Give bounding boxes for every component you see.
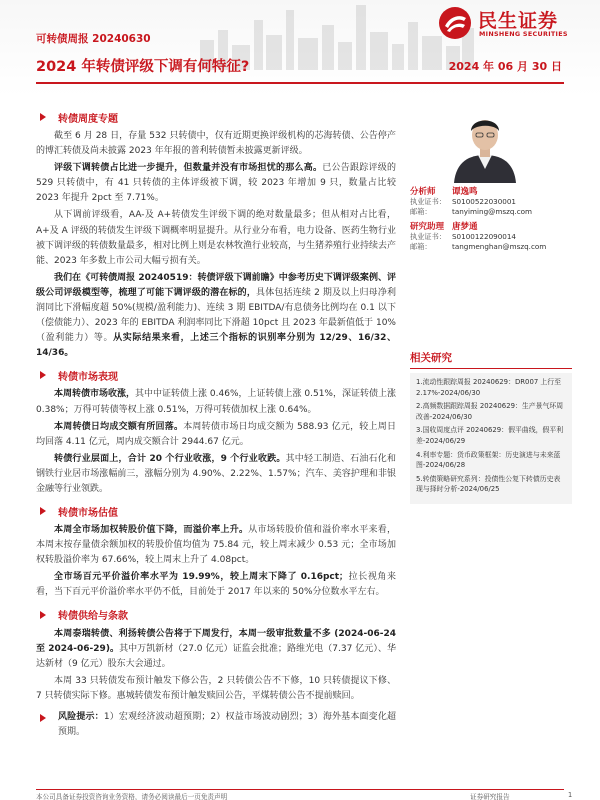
- assistant-email-row: [410, 242, 572, 252]
- triangle-bullet-icon: [40, 714, 46, 722]
- analyst-photo: [448, 103, 522, 183]
- paragraph: 从下调前评级看，AA-及 A+转债发生评级下调的绝对数量最多；但从相对占比看，A+及 A 评级的转债发生评级下调概率明显提升。从行业分布看，电力设备、医药生物行业被下调评级的转债数量最多，相对比例上则是农林牧渔行业较高，与生猪养殖行业持续去产能、2023 年多数上市公司大幅亏损有关。: [36, 210, 397, 266]
- triangle-bullet-icon: [40, 113, 46, 121]
- triangle-bullet-icon: [40, 371, 46, 379]
- logo-text-en: MINSHENG SECURITIES: [479, 30, 568, 38]
- section-heading-valuation: [36, 503, 396, 519]
- header-divider: [36, 82, 564, 84]
- minsheng-logo-icon: [438, 6, 472, 40]
- paragraph: [36, 420, 396, 450]
- paragraph-text: 具体包括连续 2 期及以上归母净利润同比下滑幅度超 50%(规模/盈利能力)、连续 3 期 EBITDA/有息债务比例均在 0.1 以下（偿债能力）、2023 年的 EBITDA 利润率同比下滑超 10pct 且 2023 年最新值低于 10%（盈利能力）等。: [36, 287, 396, 344]
- logo-text-cn: 民生证券: [478, 10, 559, 32]
- footer-label: 证券研究报告: [470, 793, 510, 800]
- paragraph-text: 拉长视角来看，当下百元平价溢价率水平仍不低，目前处于 2017 年以来的 50%分位数水平左右。: [36, 572, 396, 598]
- paragraph: 本周 33 只转债发布预计触发下修公告，2 只转债公告不下修，10 只转债提议下修、7 只转债实际下修。惠城转债发布预计触发赎回公告，平煤转债公告不提前赎回。: [36, 675, 396, 701]
- paragraph: 截至 6 月 28 日，存量 532 只转债中，仅有近期更换评级机构的芯海转债、公告停产的博汇转债及尚未披露 2023 年年报的普利转债暂未披露更新评级。: [36, 131, 396, 157]
- related-research-item[interactable]: 1.流动性跟踪周报 20240629：DR007 上行至 2.17%-2024/06/30: [416, 378, 562, 397]
- report-header: [0, 0, 600, 96]
- risk-warning: [36, 710, 396, 742]
- paragraph: [36, 271, 396, 362]
- main-content: [36, 103, 396, 746]
- paragraph: [58, 710, 396, 740]
- bold-conclusion: 从实际结果来看，上述三个指标的识别率分别为 12/29、16/32、14/36。: [36, 333, 396, 359]
- related-research-item[interactable]: 3.国收周度点评 20240629：假平曲线，假平利差-2024/06/29: [416, 426, 564, 445]
- email-label: 邮箱：: [410, 207, 432, 216]
- section-heading-market-performance: [36, 367, 396, 383]
- related-research: [410, 350, 572, 504]
- paragraph: [36, 627, 396, 672]
- risk-text: 1）宏观经济波动超预期；2）权益市场波动剧烈；3）海外基本面变化超预期。: [58, 712, 396, 738]
- related-research-item[interactable]: 5.转债策略研究系列：投债性公复下转债历史表现与择时分析-2024/06/25: [416, 474, 561, 494]
- section-heading-supply-terms: [36, 607, 396, 623]
- page-number: 1: [568, 791, 573, 799]
- paragraph-text: 其中万凯新材（27.0 亿元）证监会批准；路维光电（7.37 亿元）、华达新材（9 亿元）股东大会通过。: [36, 643, 396, 669]
- analyst-info: [410, 187, 572, 252]
- report-title: 2024 年转债评级下调有何特征?: [36, 59, 250, 75]
- bold-lead: 本周泰瑞转债、利扬转债公告将于下周发行，本周一级审批数量不多 (2024-06-24 至 2024-06-29)。: [36, 628, 396, 654]
- paragraph: [36, 570, 396, 600]
- section-title: 转债供给与条款: [58, 611, 128, 623]
- paragraph: [36, 452, 396, 497]
- bold-lead: 本周转债市场收涨，: [54, 389, 136, 400]
- paragraph: [36, 523, 396, 568]
- assistant-name: 唐梦通: [452, 222, 478, 232]
- paragraph-text: 本周转债市场日均成交额为 588.93 亿元，较上周日均回落 4.11 亿元，周内成交额合计 2944.67 亿元。: [36, 421, 396, 447]
- analyst-role: 分析师: [410, 187, 436, 197]
- analyst-name-row: [410, 187, 572, 197]
- related-research-item[interactable]: 4.利率专题：货币政策框架：历史演进与未来蓝图-2024/06/28: [416, 450, 561, 470]
- section-title: 转债市场表现: [58, 371, 118, 383]
- email-address[interactable]: tanyiming@mszq.com: [452, 207, 533, 216]
- report-date: 2024 年 06 月 30 日: [448, 60, 562, 73]
- cert-number: S0100122090014: [452, 232, 517, 241]
- footer-disclaimer: 本公司具备证券投资咨询业务资格，请务必阅读最后一页免责声明: [36, 793, 228, 800]
- cert-number: S0100522030001: [452, 197, 517, 206]
- paragraph: [36, 387, 396, 417]
- paragraph-text: 已公告跟踪评级的 529 只转债中，有 41 只转债的主体评级被下调，较 2023 年增加 9 只，数量占比较 2023 年提升 2pct 至 7.71%。: [36, 163, 396, 204]
- triangle-bullet-icon: [40, 611, 46, 619]
- related-research-list: [410, 373, 572, 504]
- analyst-email-row: [410, 207, 572, 217]
- bold-lead: 本周转债日均成交额有所回落。: [54, 421, 184, 432]
- paragraph: [36, 161, 396, 206]
- assistant-role: 研究助理: [410, 222, 445, 232]
- assistant-name-row: [410, 222, 572, 232]
- bold-lead: 本周全市场加权转股价值下降，而溢价率上升。: [54, 525, 249, 536]
- section-title: 转债周度专题: [58, 113, 118, 125]
- footer-divider: [36, 789, 564, 790]
- paragraph-text: 其中中证转债上涨 0.46%，上证转债上涨 0.51%，深证转债上涨 0.38%；万得可转债等权上涨 0.51%，万得可转债加权上涨 0.64%。: [36, 389, 396, 415]
- triangle-bullet-icon: [40, 507, 46, 515]
- bold-lead: 评级下调转债占比进一步提升，但数量并没有市场担忧的那么高。: [54, 163, 323, 174]
- bold-lead: 全市场百元平价溢价率水平为 19.99%，较上周末下降了 0.16pct；: [54, 572, 349, 583]
- related-research-item[interactable]: 2.高频数据跟踪周报 20240629：生产景气环周改善-2024/06/30: [416, 402, 564, 421]
- section-heading-weekly-topic: [36, 109, 396, 125]
- section-title: 转债市场估值: [58, 507, 118, 519]
- assistant-cert-row: [410, 232, 572, 242]
- paragraph-text: 其中轻工制造、石油石化和钢铁行业居市场涨幅前三，涨幅分别为 4.90%、2.22%、1.57%；汽车、美容护理和非银金融等行业领跌。: [36, 453, 396, 494]
- analyst-name: 谭逸鸣: [452, 187, 478, 197]
- paragraph-text: 从市场转股价值和溢价率水平来看，本周末按存量债余额加权的转股价值均值为 75.84 元，较上周末减少 0.53 元；全市场加权转股溢价率为 67.66%，较上周末上升了 4.08pct。: [36, 525, 396, 566]
- related-research-title: 相关研究: [410, 350, 572, 369]
- cert-label: 执业证书：: [410, 197, 446, 206]
- report-type: 可转债周报 20240630: [36, 33, 151, 45]
- minsheng-logo: [438, 6, 588, 40]
- cert-label: 执业证书：: [410, 232, 446, 241]
- risk-label: 风险提示：: [58, 712, 104, 722]
- email-label: 邮箱：: [410, 242, 432, 251]
- email-address[interactable]: tangmenghan@mszq.com: [452, 242, 547, 251]
- analyst-cert-row: [410, 197, 572, 207]
- bold-lead: 转债行业层面上，合计 20 个行业收涨，9 个行业收跌。: [54, 453, 286, 464]
- bold-lead: 我们在《可转债周报 20240519：转债评级下调前瞻》中参考历史下调评级案例、评级公司评级模型等，梳理了可能下调评级的潜在标的，: [36, 272, 396, 298]
